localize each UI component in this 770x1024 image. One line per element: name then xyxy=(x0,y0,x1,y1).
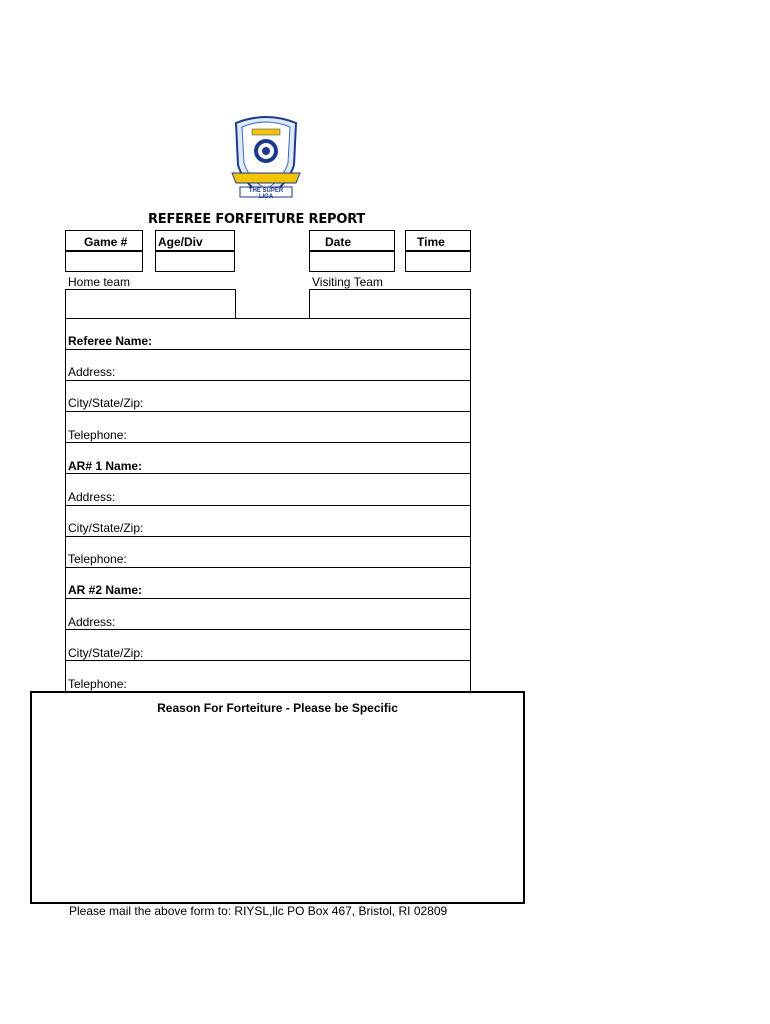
time-label: Time xyxy=(417,235,445,249)
ar2-name-label: AR #2 Name: xyxy=(68,583,143,597)
league-logo xyxy=(228,113,304,203)
referee-address-row[interactable] xyxy=(65,350,471,381)
form-title: REFEREE FORFEITURE REPORT xyxy=(148,212,366,227)
home-team-label: Home team xyxy=(68,275,131,289)
ar1-address-row[interactable] xyxy=(65,474,471,506)
mailing-instructions: Please mail the above form to: RIYSL,llc PO Box 467, Bristol, RI 02809 xyxy=(69,904,448,918)
date-field[interactable] xyxy=(309,251,395,272)
ar2-address-label: Address: xyxy=(68,615,116,629)
ar1-address-label: Address: xyxy=(68,490,116,504)
reason-box[interactable] xyxy=(30,691,525,904)
game-number-field[interactable] xyxy=(65,251,143,272)
visiting-team-label: Visiting Team xyxy=(312,275,383,289)
ar2-phone-label: Telephone: xyxy=(68,677,127,691)
ar1-phone-label: Telephone: xyxy=(68,552,127,566)
ar2-city-label: City/State/Zip: xyxy=(68,646,144,660)
referee-name-label: Referee Name: xyxy=(68,334,153,348)
ar2-address-row[interactable] xyxy=(65,599,471,630)
referee-phone-label: Telephone: xyxy=(68,428,127,442)
age-div-label: Age/Div xyxy=(158,235,203,249)
visiting-team-field[interactable] xyxy=(309,289,471,319)
ar1-city-label: City/State/Zip: xyxy=(68,521,144,535)
referee-city-label: City/State/Zip: xyxy=(68,396,144,410)
date-label: Date xyxy=(325,235,352,249)
date-header xyxy=(309,230,395,251)
referee-address-label: Address: xyxy=(68,365,116,379)
time-field[interactable] xyxy=(405,251,471,272)
logo-banner-text: THE SUPER LIGA xyxy=(248,188,284,200)
ar1-name-label: AR# 1 Name: xyxy=(68,459,143,473)
reason-title: Reason For Forteiture - Please be Specific xyxy=(157,701,398,715)
age-div-field[interactable] xyxy=(155,251,235,272)
game-number-label: Game # xyxy=(84,235,128,249)
home-team-field[interactable] xyxy=(65,289,236,319)
